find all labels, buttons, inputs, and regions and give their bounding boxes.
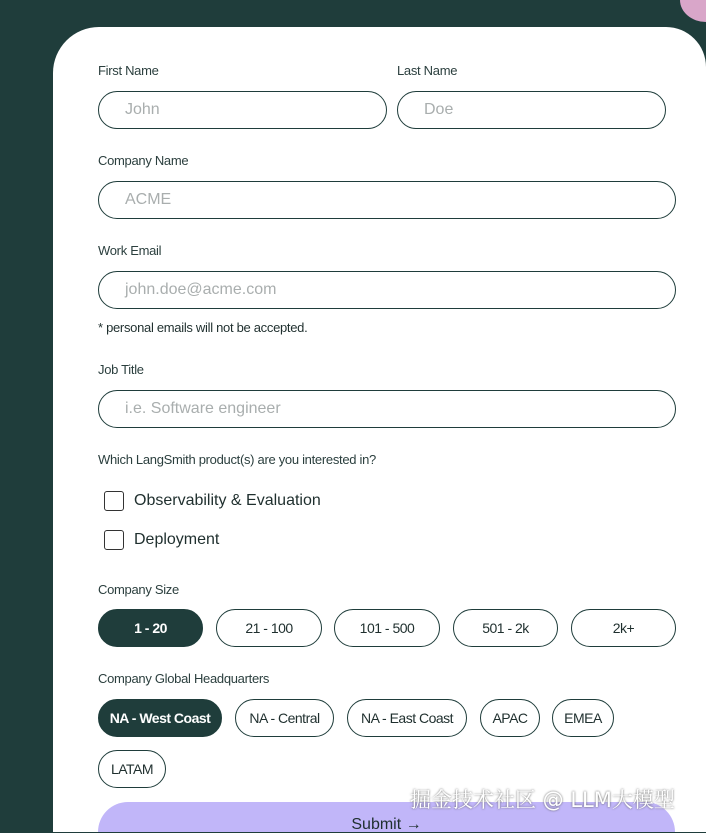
job-title-label: Job Title xyxy=(98,362,144,377)
size-option-2k-plus[interactable]: 2k+ xyxy=(571,609,676,647)
email-note: * personal emails will not be accepted. xyxy=(98,320,308,335)
work-email-input[interactable]: john.doe@acme.com xyxy=(98,271,676,309)
decorative-corner xyxy=(680,0,706,22)
size-option-1-20[interactable]: 1 - 20 xyxy=(98,609,203,647)
size-option-101-500[interactable]: 101 - 500 xyxy=(334,609,440,647)
products-label: Which LangSmith product(s) are you interested in? xyxy=(98,452,376,467)
hq-option-na-west[interactable]: NA - West Coast xyxy=(98,699,222,737)
last-name-label: Last Name xyxy=(397,63,458,78)
company-size-label: Company Size xyxy=(98,582,179,597)
size-option-501-2k[interactable]: 501 - 2k xyxy=(453,609,558,647)
checkbox-deployment[interactable] xyxy=(104,530,124,550)
submit-label: Submit → xyxy=(351,816,422,833)
checkbox-deployment-label[interactable]: Deployment xyxy=(134,531,220,548)
hq-label: Company Global Headquarters xyxy=(98,671,270,686)
work-email-label: Work Email xyxy=(98,243,162,258)
job-title-input[interactable]: i.e. Software engineer xyxy=(98,390,676,428)
hq-option-apac[interactable]: APAC xyxy=(480,699,540,737)
last-name-input[interactable]: Doe xyxy=(397,91,666,129)
company-name-label: Company Name xyxy=(98,153,189,168)
watermark: 掘金技术社区 @ LLM大模型 xyxy=(410,788,675,812)
hq-option-emea[interactable]: EMEA xyxy=(552,699,614,737)
checkbox-observability[interactable] xyxy=(104,491,124,511)
company-name-input[interactable]: ACME xyxy=(98,181,676,219)
first-name-input[interactable]: John xyxy=(98,91,387,129)
size-option-21-100[interactable]: 21 - 100 xyxy=(216,609,322,647)
hq-option-latam[interactable]: LATAM xyxy=(98,750,166,788)
hq-option-na-central[interactable]: NA - Central xyxy=(235,699,334,737)
hq-option-na-east[interactable]: NA - East Coast xyxy=(347,699,467,737)
first-name-label: First Name xyxy=(98,63,159,78)
checkbox-observability-label[interactable]: Observability & Evaluation xyxy=(134,492,321,509)
